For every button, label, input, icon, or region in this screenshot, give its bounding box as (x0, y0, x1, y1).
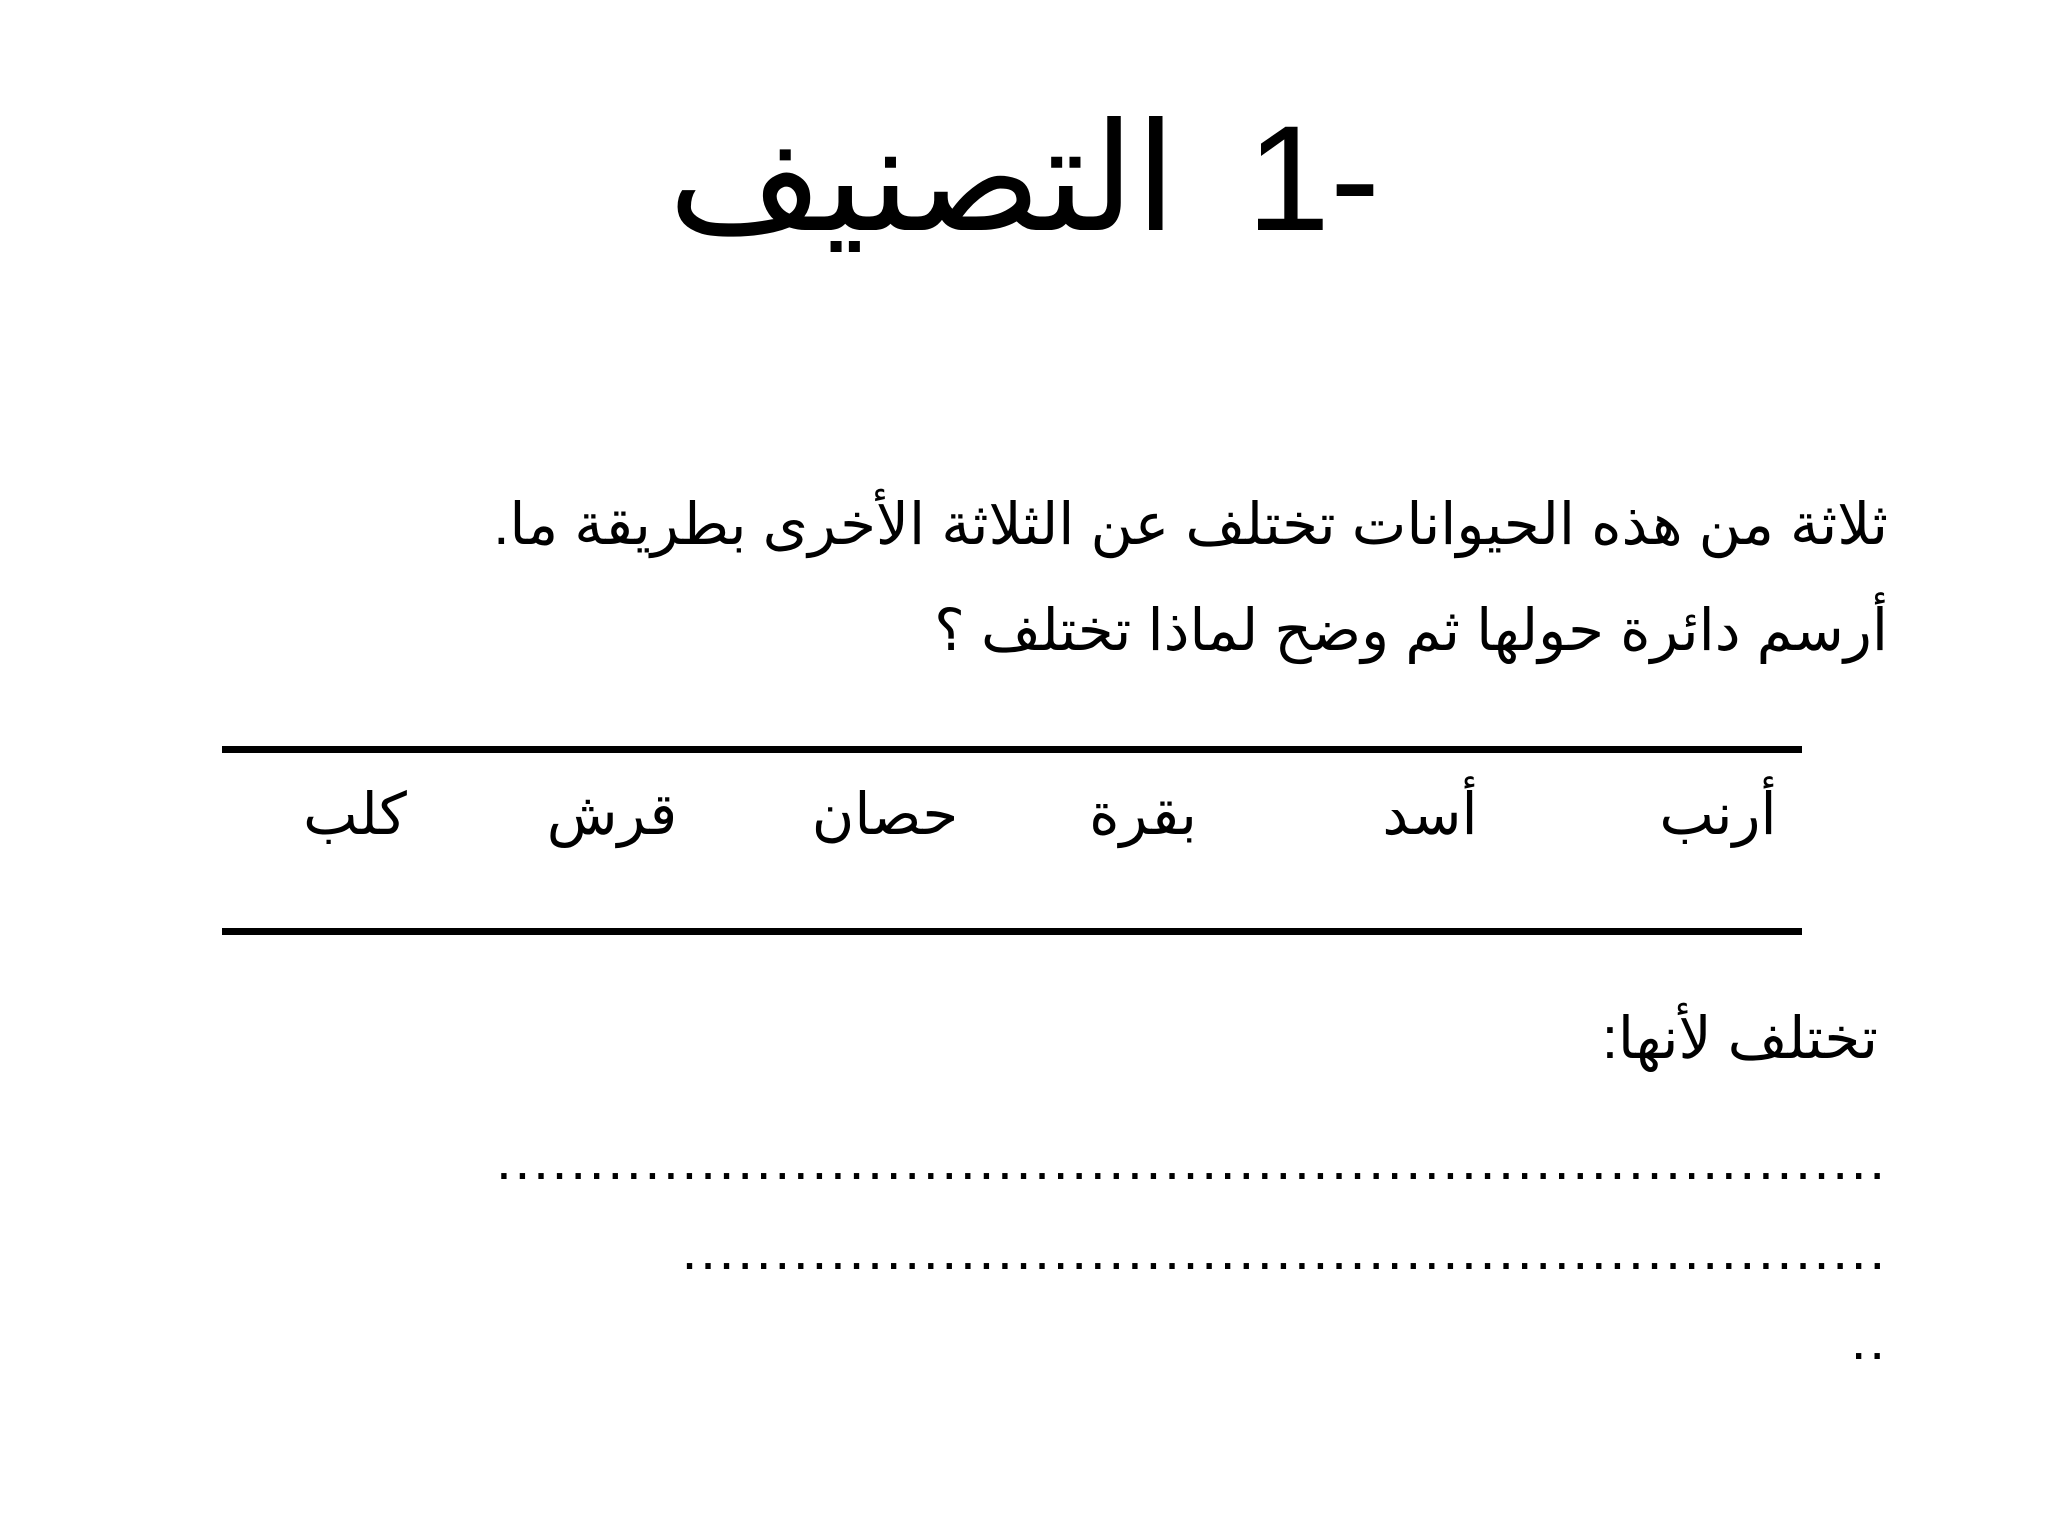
instruction-line-2: أرسم دائرة حولها ثم وضح لماذا تختلف ؟ (934, 598, 1888, 663)
animal-dog[interactable]: كلب (303, 782, 407, 847)
instruction-line-1: ثلاثة من هذه الحيوانات تختلف عن الثلاثة الأخرى بطريقة ما. (493, 492, 1888, 557)
animal-cow[interactable]: بقرة (1089, 782, 1197, 847)
animal-lion[interactable]: أسد (1382, 782, 1478, 847)
answer-label: تختلف لأنها: (1601, 1006, 1878, 1071)
animal-horse[interactable]: حصان (811, 782, 959, 847)
worksheet-title (0, 88, 2048, 268)
answer-line-1[interactable]: ........................................................................... (496, 1130, 1888, 1190)
animal-rabbit[interactable]: أرنب (1659, 782, 1777, 847)
animal-shark[interactable]: قرش (546, 782, 678, 847)
answer-line-2[interactable]: ................................................................. (681, 1220, 1888, 1280)
title-number: 1- (1246, 94, 1380, 262)
bottom-divider (222, 928, 1802, 935)
answer-line-3[interactable]: .. (1850, 1310, 1888, 1370)
title-word: التصنيف (668, 94, 1177, 262)
top-divider (222, 746, 1802, 753)
